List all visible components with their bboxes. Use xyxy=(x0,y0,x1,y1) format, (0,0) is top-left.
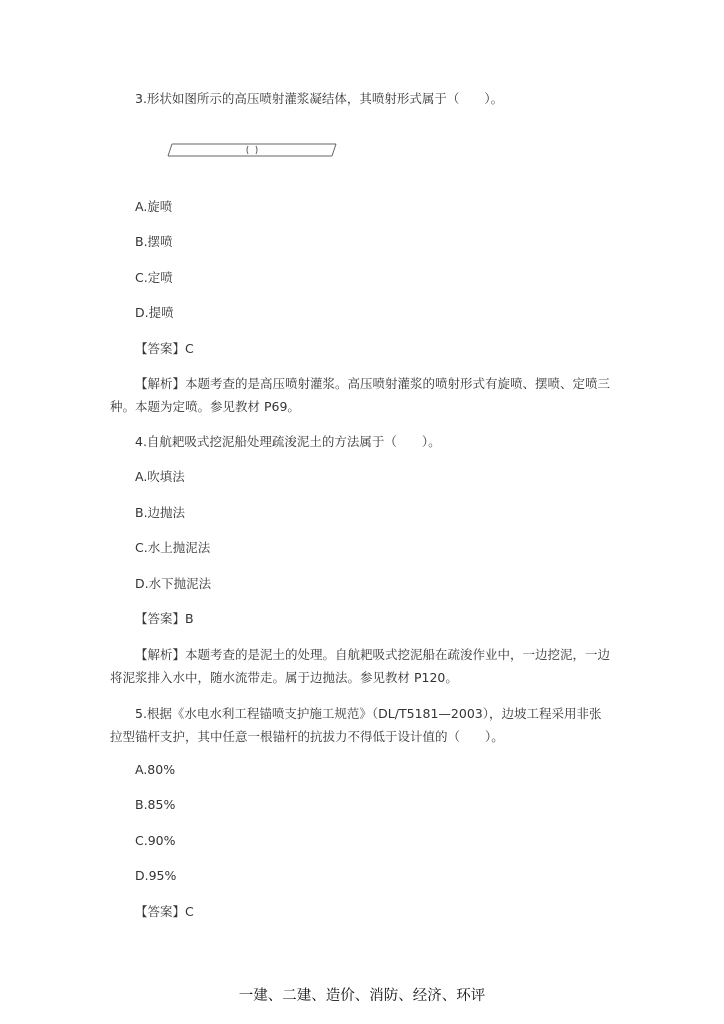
page-footer: 一建、二建、造价、消防、经济、环评 xyxy=(238,988,486,1004)
question-5-answer: 【答案】C xyxy=(135,904,194,919)
question-3-option-b: B.摆喷 xyxy=(135,234,173,249)
question-3-answer: 【答案】C xyxy=(135,341,194,356)
question-4-option-c: C.水上抛泥法 xyxy=(135,540,211,555)
question-5-stem-text: 5.根据《水电水利工程锚喷支护施工规范》（DL/T5181—2003），边坡工程采用非张拉型锚杆支护，其中任意一根锚杆的抗拔力不得低于设计值的（ ）。 xyxy=(110,706,602,744)
question-5-option-c: C.90% xyxy=(135,833,176,848)
question-4-analysis xyxy=(110,643,610,689)
question-4-option-b: B.边抛法 xyxy=(135,505,186,520)
question-3-option-c: C.定喷 xyxy=(135,270,173,285)
question-5-option-b: B.85% xyxy=(135,797,176,812)
question-4-option-a: A.吹填法 xyxy=(135,469,185,484)
question-4-option-d: D.水下抛泥法 xyxy=(135,576,212,591)
question-4-analysis-text: 【解析】本题考查的是泥土的处理。自航耙吸式挖泥船在疏浚作业中，一边挖泥，一边将泥浆排入水中，随水流带走。属于边抛法。参见教材 P120。 xyxy=(110,647,611,685)
question-4-stem: 4.自航耙吸式挖泥船处理疏浚泥土的方法属于（ ）。 xyxy=(135,434,441,449)
question-3-option-a: A.旋喷 xyxy=(135,199,173,214)
question-4-answer: 【答案】B xyxy=(135,611,194,626)
question-5-option-a: A.80% xyxy=(135,762,176,777)
question-3-stem: 3.形状如图所示的高压喷射灌浆凝结体，其喷射形式属于（ ）。 xyxy=(135,91,504,106)
question-5-option-d: D.95% xyxy=(135,868,177,883)
question-3-analysis-text: 【解析】本题考查的是高压喷射灌浆。高压喷射灌浆的喷射形式有旋喷、摆喷、定喷三种。本题为定喷。参见教材 P69。 xyxy=(110,376,611,414)
question-3-option-d: D.提喷 xyxy=(135,305,174,320)
jet-grouting-figure xyxy=(160,128,342,170)
question-3-analysis xyxy=(110,372,610,418)
question-5-stem xyxy=(110,702,610,748)
